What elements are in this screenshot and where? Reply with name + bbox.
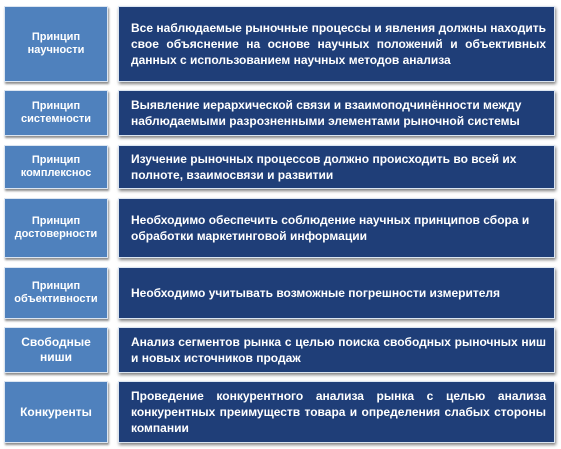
principle-label-3: Принцип комплекснос xyxy=(4,145,108,189)
principle-description-4: Необходимо обеспечить соблюдение научных принципов сбора и обработки маркетинговой информации xyxy=(118,198,555,258)
principle-description-1: Все наблюдаемые рыночные процессы и явления должны находить свое объяснение на основе научных положений и объективных данных с использованием научных методов анализа xyxy=(118,6,555,82)
principle-label-1: Принцип научности xyxy=(4,6,108,82)
principle-description-6: Анализ сегментов рынка с целью поиска свободных рыночных ниш и новых источников продаж xyxy=(118,327,555,373)
principle-label-7: Конкуренты xyxy=(4,381,108,443)
principle-label-6: Свободные ниши xyxy=(4,327,108,373)
principle-description-7: Проведение конкурентного анализа рынка с целью анализа конкурентных преимуществ товара и определения слабых стороны компании xyxy=(118,381,555,443)
principle-label-4: Принцип достоверности xyxy=(4,198,108,258)
principle-label-5: Принцип объективности xyxy=(4,267,108,319)
principle-description-3: Изучение рыночных процессов должно происходить во всей их полноте, взаимосвязи и развитии xyxy=(118,145,555,189)
principle-label-2: Принцип системности xyxy=(4,90,108,136)
principle-description-5: Необходимо учитывать возможные погрешности измерителя xyxy=(118,267,555,319)
principle-description-2: Выявление иерархической связи и взаимоподчинённости между наблюдаемыми разрозненными элементами рыночной системы xyxy=(118,90,555,136)
